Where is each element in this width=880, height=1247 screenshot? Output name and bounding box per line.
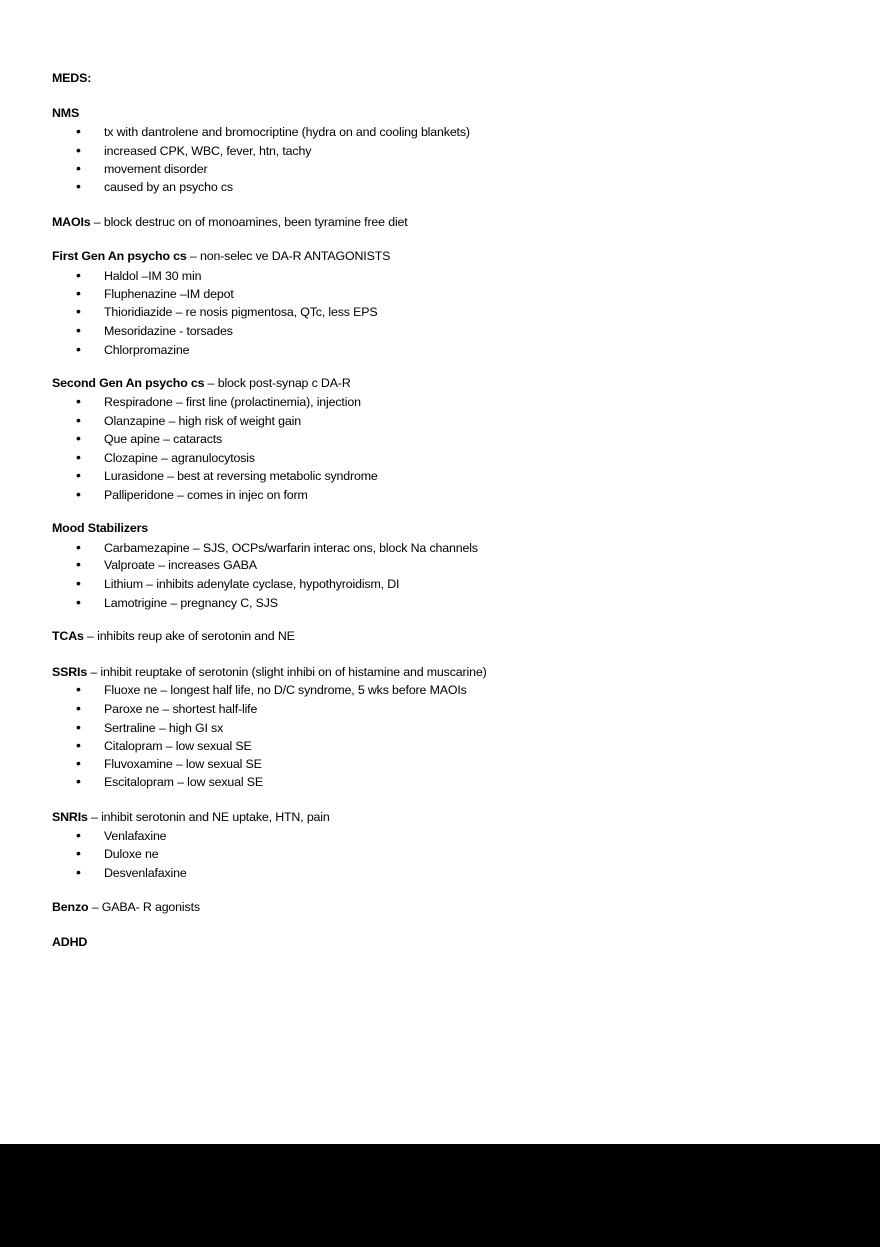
bullet-icon: [76, 393, 104, 410]
section-heading-nms: NMS: [52, 106, 80, 120]
section-heading-mood-stabilizers: Mood Stabilizers: [52, 521, 149, 535]
bullet-icon: [76, 681, 104, 698]
bullet-icon: [76, 160, 104, 177]
bullet-icon: [76, 755, 104, 772]
bullet-icon: [76, 285, 104, 302]
list-item: •Que apine – cataracts: [76, 430, 222, 447]
list-item: •Sertraline – high GI sx: [76, 719, 223, 736]
document-title: MEDS:: [52, 71, 92, 85]
bullet-icon: [76, 322, 104, 339]
bullet-icon: [76, 700, 104, 717]
section-heading-tcas: TCAs – inhibits reup ake of serotonin and NE: [52, 629, 295, 643]
bullet-icon: [76, 303, 104, 320]
list-item: •Duloxe ne: [76, 845, 158, 862]
bullet-icon: [76, 449, 104, 466]
list-item: •tx with dantrolene and bromocriptine (hydra on and cooling blankets): [76, 123, 470, 140]
list-item: •Respiradone – first line (prolactinemia), injection: [76, 393, 361, 410]
bullet-icon: [76, 430, 104, 447]
section-heading-ssris: SSRIs – inhibit reuptake of serotonin (slight inhibi on of histamine and muscarine): [52, 665, 487, 679]
list-item: •increased CPK, WBC, fever, htn, tachy: [76, 142, 311, 159]
section-heading-second-gen-antipsychotics: Second Gen An psycho cs – block post-synap c DA-R: [52, 376, 351, 390]
list-item: •Clozapine – agranulocytosis: [76, 449, 255, 466]
bullet-icon: [76, 539, 104, 556]
list-item: •Venlafaxine: [76, 827, 166, 844]
bullet-icon: [76, 864, 104, 881]
list-item: •Citalopram – low sexual SE: [76, 737, 252, 754]
bullet-icon: [76, 486, 104, 503]
bullet-icon: [76, 827, 104, 844]
list-item: •Lurasidone – best at reversing metabolic syndrome: [76, 467, 378, 484]
bullet-icon: [76, 845, 104, 862]
bullet-icon: [76, 737, 104, 754]
bullet-icon: [76, 123, 104, 140]
bullet-icon: [76, 773, 104, 790]
list-item: •movement disorder: [76, 160, 208, 177]
list-item: •Haldol –IM 30 min: [76, 267, 201, 284]
list-item: •Escitalopram – low sexual SE: [76, 773, 263, 790]
list-item: •Chlorpromazine: [76, 341, 189, 358]
list-item: •Thioridiazide – re nosis pigmentosa, QTc, less EPS: [76, 303, 377, 320]
list-item: •Fluphenazine –IM depot: [76, 285, 234, 302]
section-heading-adhd: ADHD: [52, 935, 88, 949]
bullet-icon: [76, 575, 104, 592]
list-item: •Carbamezapine – SJS, OCPs/warfarin interac ons, block Na channels: [76, 539, 478, 556]
bullet-icon: [76, 719, 104, 736]
bullet-icon: [76, 267, 104, 284]
list-item: •Fluvoxamine – low sexual SE: [76, 755, 262, 772]
list-item: •Lithium – inhibits adenylate cyclase, hypothyroidism, DI: [76, 575, 399, 592]
list-item: •Fluoxe ne – longest half life, no D/C syndrome, 5 wks before MAOIs: [76, 681, 467, 698]
bullet-icon: [76, 178, 104, 195]
bullet-icon: [76, 341, 104, 358]
section-heading-snris: SNRIs – inhibit serotonin and NE uptake, HTN, pain: [52, 810, 330, 824]
black-bottom-region: [0, 1144, 880, 1247]
bullet-icon: [76, 467, 104, 484]
list-item: •caused by an psycho cs: [76, 178, 233, 195]
bullet-icon: [76, 556, 104, 573]
list-item: •Lamotrigine – pregnancy C, SJS: [76, 594, 278, 611]
list-item: •Olanzapine – high risk of weight gain: [76, 412, 301, 429]
section-heading-maois: MAOIs – block destruc on of monoamines, been tyramine free diet: [52, 215, 408, 229]
section-heading-first-gen-antipsychotics: First Gen An psycho cs – non-selec ve DA-R ANTAGONISTS: [52, 249, 391, 263]
list-item: •Valproate – increases GABA: [76, 556, 257, 573]
list-item: •Desvenlafaxine: [76, 864, 187, 881]
bullet-icon: [76, 594, 104, 611]
list-item: •Paroxe ne – shortest half-life: [76, 700, 257, 717]
bullet-icon: [76, 142, 104, 159]
section-heading-benzo: Benzo – GABA- R agonists: [52, 900, 200, 914]
list-item: •Palliperidone – comes in injec on form: [76, 486, 308, 503]
list-item: •Mesoridazine - torsades: [76, 322, 233, 339]
bullet-icon: [76, 412, 104, 429]
